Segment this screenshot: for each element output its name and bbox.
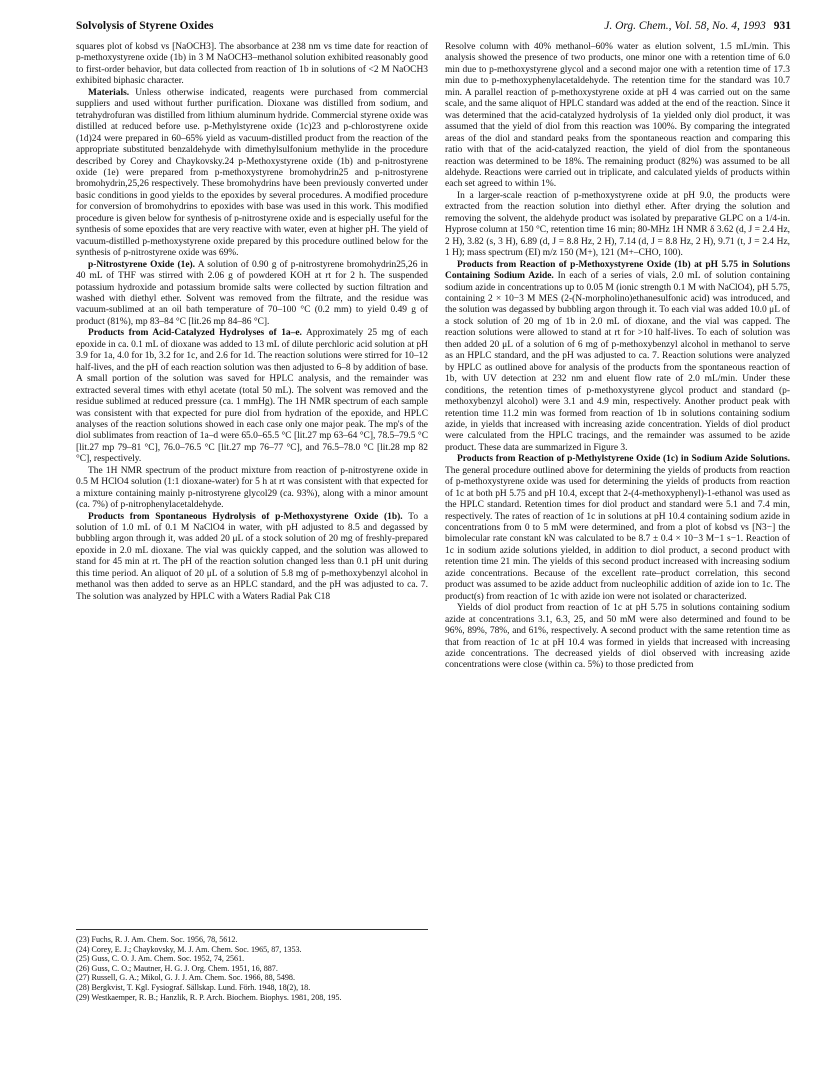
page-number: 931 <box>773 20 791 32</box>
paragraph <box>76 260 428 329</box>
right-column <box>445 42 790 672</box>
paragraph-text: To a solution of 1.0 mL of 0.1 M NaClO4 in water, with pH adjusted to 8.5 and degassed by bubbling argon through it, was added 20 μL of a stock solution of 20 mg of freshly-prepared epoxide in 2.0 mL dioxane. The vial was quickly capped, and the solution was allowed to stand for 45 min at rt. The pH of the reaction solution changed less than 0.1 pH unit during this time period. An aliquot of 20 μL of a solution of 5.8 mg of p-methoxybenzyl alcohol in methanol was then added to serve as an HPLC standard, and the pH was adjusted to ca. 7. The solution was analyzed by HPLC with a Waters Radial Pak C18 <box>76 511 429 602</box>
paragraph-heading: Products from Acid-Catalyzed Hydrolyses of 1a–e. <box>88 328 302 339</box>
paragraph <box>76 512 428 604</box>
footnote: (25) Guss, C. O. J. Am. Chem. Soc. 1952, 74, 2561. <box>76 954 245 964</box>
paragraph-heading: Products from Reaction of p-Methylstyrene Oxide (1c) in Sodium Azide Solutions. <box>457 454 790 465</box>
paragraph-heading: Products from Spontaneous Hydrolysis of p-Methoxystyrene Oxide (1b). <box>88 511 403 522</box>
footnotes <box>76 929 428 1002</box>
paragraph-text: squares plot of kobsd vs [NaOCH3]. The absorbance at 238 nm vs time date for reaction of p-methoxystyrene oxide (1b) in 3 M NaOCH3–methanol solution exhibited reasonably good to first-order behavior, but data collected from reaction of 1b in solutions of <2 M NaOCH3 exhibited biphasic character. <box>76 42 428 87</box>
footnote: (27) Russell, G. A.; Mikol, G. J. J. Am. Chem. Soc. 1966, 88, 5498. <box>76 973 295 983</box>
paragraph-heading: Products from Reaction of p-Methoxystyrene Oxide (1b) at pH 5.75 in Solutions Containing Sodium Azide. <box>445 259 790 282</box>
paragraph-text: In a larger-scale reaction of p-methoxystyrene oxide at pH 9.0, the products were extracted from the reaction solution into diethyl ether. After drying the solution and removing the solvent, the aldehyde product was isolated by preparative GLPC on a 1/4-in. Hyprose column at 150 °C, retention time 16 min; 80-MHz 1H NMR δ 3.62 (d, J = 2.4 Hz, 2 H), 3.82 (s, 3 H), 6.89 (d, J = 8.8 Hz, 2 H), 7.14 (d, J = 8.8 Hz, 2 H), 9.71 (t, J = 2.4 Hz, 1 H); mass spectrum (EI) m/z 150 (M+), 121 (M+–CHO, 100). <box>445 190 790 259</box>
paragraph <box>445 42 790 191</box>
paragraph <box>445 260 790 455</box>
paragraph-text: A solution of 0.90 g of p-nitrostyrene bromohydrin25,26 in 40 mL of THF was stirred with 2.06 g of powdered KOH at rt for 2 h. The suspended potassium hydroxide and potassium bromide salts were collected by suction filtration and washed with diethyl ether. Solvent was removed from the filtrate, and the residue was vacuum-sublimed at an oil bath temperature of 70–100 °C (0.2 mm) to yield 0.49 g of product (81%), mp 83–84 °C [lit.26 mp 84–86 °C]. <box>76 259 428 327</box>
paragraph-text: The 1H NMR spectrum of the product mixture from reaction of p-nitrostyrene oxide in 0.5 M HClO4 solution (1:1 dioxane-water) for 5 h at rt was consistent with that expected for a mixture containing mainly p-nitrostyrene glycol29 (ca. 93%), along with a minor amount (ca. 7%) of p-nitrophenylacetaldehyde. <box>76 465 428 511</box>
paragraph <box>76 42 428 88</box>
paragraph-heading: Materials. <box>88 87 130 98</box>
running-head <box>76 20 791 38</box>
paragraph <box>76 88 428 260</box>
journal-citation <box>604 20 791 32</box>
paragraph <box>445 603 790 672</box>
footnote: (29) Westkaemper, R. B.; Hanzlik, R. P. Arch. Biochem. Biophys. 1981, 208, 195. <box>76 992 342 1002</box>
footnote: (28) Bergkvist, T. Kgl. Fysiograf. Sällskap. Lund. Förh. 1948, 18(2), 18. <box>76 982 311 992</box>
paragraph-text: In each of a series of vials, 2.0 mL of solution containing sodium azide in concentrations up to 0.05 M (ionic strength 0.1 M with NaClO4), pH 5.75, containing 2 × 10−3 M MES (2-(N-morpholino)ethanesulfonic acid) was introduced, and the solution was degassed by bubbling argon through it. To each vial was added 10.0 μL of a stock solution of 20 mg of 1b in 2.0 mL of dioxane, and the vial was capped. The reaction solutions were allowed to stand at rt for >10 half-lives. To each of solution was then added 20 μL of a solution of 6 mg of p-methoxybenzyl alcohol in methanol to serve as an HPLC standard, and the pH was adjusted to ca. 7. Reaction solutions were analyzed by HPLC as outlined above for analysis of the products from the spontaneous reaction of 1b, with UV detection at 232 nm and eluent flow rate of 2.0 mL/min. Under these conditions, the retention times of p-methoxystyrene glycol product and standard (p-methoxybenzyl alcohol) were 3.1 and 4.9 min, respectively. Another product peak with retention time 11.2 min was formed from reaction of 1b in solutions containing sodium azide, in yields that increased with increasing azide concentration. Yields of diol product were calculated from the HPLC tracings, and the remainder was assumed to be azide product. These data are summarized in Figure 3. <box>445 271 790 453</box>
footnote: (24) Corey, E. J.; Chaykovsky, M. J. Am. Chem. Soc. 1965, 87, 1353. <box>76 944 302 954</box>
paragraph-text: Unless otherwise indicated, reagents were purchased from commercial suppliers and used without further purification. Dioxane was distilled from sodium, and tetrahydrofuran was distilled from lithium aluminum hydride. Commercial styrene oxide was distilled at reduced before use. p-Methylstyrene oxide (1c)23 and p-chlorostyrene oxide (1d)24 were prepared in 60–65% yield as vacuum-distilled product from the reaction of the appropriate substituted benzaldehyde with dimethylsulfonium methylide in the procedure described by Corey and Chaykovsky.24 p-Methoxystyrene oxide (1b) and p-nitrostyrene oxide (1e) were prepared from p-methoxystyrene bromohydrin25 and p-nitrostyrene bromohydrin,25,26 respectively. These bromohydrins have been previously converted under basic conditions in good yields to the epoxides by several procedures. A modified procedure for conversion of bromohydrins to epoxides with base was used in this work. This modified procedure is given below for synthesis of p-nitrostyrene oxide and is especially useful for the synthesis of some epoxides that are very reactive with water, even at higher pH. The yield of vacuum-distilled p-methoxystyrene oxide prepared by this procedure outlined below for the synthesis of p-nitrostyrene oxide was 69%. <box>76 87 428 259</box>
paragraph <box>76 466 428 512</box>
paragraph-text: Yields of diol product from reaction of 1c at pH 5.75 in solutions containing sodium azide at concentrations 3.1, 6.3, 25, and 50 mM were also determined and found to be 96%, 89%, 78%, and 61%, respectively. A second product with the same retention time as that from reaction of 1c at pH 10.4 was formed in yields that increased with increasing azide concentrations. The decreased yields of diol observed with increasing azide concentrations were close (within ca. 5%) to those predicted from <box>445 603 790 671</box>
paragraph <box>445 191 790 260</box>
journal-reference: J. Org. Chem., Vol. 58, No. 4, 1993 <box>604 20 766 32</box>
footnote: (26) Guss, C. O.; Mautner, H. G. J. Org. Chem. 1951, 16, 887. <box>76 963 278 973</box>
article-short-title: Solvolysis of Styrene Oxides <box>76 20 214 32</box>
paragraph-text: Resolve column with 40% methanol–60% water as elution solvent, 1.5 mL/min. This analysis showed the presence of two products, one minor one with a retention time of 6.0 min due to p-methoxystyrene glycol and a second major one with a retention time of 17.3 min due to p-methoxyphenylacetaldehyde. The retention time for the standard was 10.7 min. A parallel reaction of p-methoxystyrene oxide at pH 4 was carried out on the same scale, and the same aliquot of HPLC standard was added at the end of the reaction. Since it was determined that the acid-catalyzed hydrolysis of 1a yielded only diol product, it was assumed that the yield of diol from this reaction was 100%. By comparing the integrated areas of the diol and standard peaks from the spontaneous reaction and comparing this ratio with that of the acid-catalyzed reaction, the yield of diol from the spontaneous reaction was determined to be 18%. The remaining product (82%) was assumed to be all aldehyde. Reactions were carried out in triplicate, and calculated yields of products within each set agreed to within 1%. <box>445 42 790 190</box>
footnote: (23) Fuchs, R. J. Am. Chem. Soc. 1956, 78, 5612. <box>76 935 238 944</box>
paragraph-text: Approximately 25 mg of each epoxide in ca. 0.1 mL of dioxane was added to 13 mL of dilute perchloric acid solution at pH 3.9 for 1a, 4.0 for 1b, 3.2 for 1c, and 2.6 for 1d. The reaction solutions were stirred for 10–12 half-lives, and the pH of each reaction solution was then adjusted to 6–8 by addition of base. A small portion of the solution was saved for HPLC analysis, and the remainder was extracted several times with ethyl acetate (total 50 mL). The solvent was removed and the residue sublimed at reduced pressure (ca. 1 mmHg). The 1H NMR spectrum of each sample was consistent with that expected for pure diol from hydration of the epoxide, and HPLC analyses of the reaction solutions showed in each case only one major peak. The mp's of the diol sublimates from reaction of 1a–d were 65.0–65.5 °C [lit.27 mp 63–64 °C], 78.5–79.5 °C [lit.27 mp 79–81 °C], 76.0–76.5 °C [lit.27 mp 76–77 °C], and 76.5–78.0 °C [lit.28 mp 82 °C], respectively. <box>76 328 429 465</box>
paragraph-heading: p-Nitrostyrene Oxide (1e). <box>88 259 196 270</box>
left-column <box>76 42 428 603</box>
paragraph <box>445 454 790 603</box>
paragraph <box>76 328 428 465</box>
paragraph-text: The general procedure outlined above for determining the yields of products from reaction of p-methoxystyrene oxide was used for determining the yields of products from reaction of 1c at both pH 5.75 and pH 10.4, except that 2-(4-methoxyphenyl)-1-ethanol was used as the HPLC standard. Retention times for diol product and standard were 5.1 and 7.4 min, respectively. The rates of reaction of 1c in solutions at pH 10.4 containing sodium azide in concentrations from 0 to 5 mM were determined, and from a plot of kobsd vs [N3−] the bimolecular rate constant kN was calculated to be 8.7 ± 0.4 × 10−3 M−1 s−1. Reaction of 1c in sodium azide solutions yielded, in addition to diol product, a second product with retention time 21 min. The yields of this second product increased with increasing sodium azide concentrations. Because of the excellent rate–product correlation, this second product was assumed to be azide adduct from nucleophilic addition of azide ion to 1c. The product(s) from reaction of 1c with azide ion were not isolated or characterized. <box>445 465 790 602</box>
